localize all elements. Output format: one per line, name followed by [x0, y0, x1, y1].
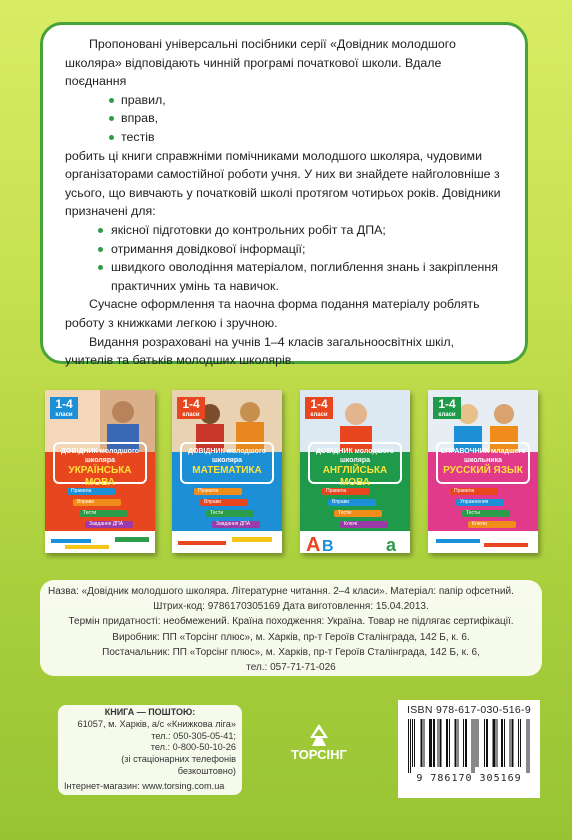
- publisher-logo-icon: [276, 722, 362, 762]
- cover-title: ДОВІДНИК молодшого школяра АНГЛІЙСЬКА МОВА: [308, 442, 402, 484]
- info-line: Термін придатності: необмежений. Країна походження: Україна. Товар не підлягає сертифікації.: [68, 616, 514, 628]
- book-cover-ukrainian: [45, 390, 155, 553]
- cover-items: Правила Вправи Тести Завдання ДПА: [67, 488, 137, 532]
- web-shop-link[interactable]: Інтернет-магазин: www.torsing.com.ua: [64, 781, 225, 792]
- list-item: якісної підготовки до контрольних робіт та ДПА;: [65, 221, 503, 240]
- intro-paragraph-3: Сучасне оформлення та наочна форма подання матеріалу роблять роботу з книжками легкою і зручною.: [65, 297, 480, 330]
- grade-badge: 1-4 класи: [50, 397, 78, 419]
- info-line: Постачальник: ПП «Торсінг плюс», м. Харків, пр-т Героїв Сталінграда, 142 Б, к. 6,: [102, 646, 480, 658]
- book-covers: [0, 390, 572, 555]
- intro-panel: [40, 22, 528, 368]
- publisher-logo-text: ТОРСІНГ: [291, 747, 347, 762]
- list-item: вправ,: [65, 109, 503, 128]
- cover-title: ДОВІДНИК молодшого школяра УКРАЇНСЬКА МОВА: [53, 442, 147, 484]
- bullet-icon: [109, 116, 114, 121]
- barcode-box: [398, 700, 540, 798]
- grade-badge: 1-4 класи: [305, 397, 333, 419]
- pencils-icon: [428, 531, 538, 553]
- info-line: тел.: 057-71-71-026: [246, 662, 336, 674]
- list-item: тестів: [65, 128, 503, 147]
- barcode-icon: [404, 719, 534, 773]
- mail-order-note: (зі стаціонарних телефонів безкоштовно): [121, 754, 236, 776]
- mail-order-phone: тел.: 0-800-50-10-26: [150, 742, 236, 753]
- svg-text:a: a: [386, 535, 397, 553]
- mail-order-box: [58, 705, 242, 795]
- list-item: правил,: [65, 91, 503, 110]
- cover-items: Правила Вправи Тести Завдання ДПА: [194, 488, 264, 532]
- list-item: швидкого оволодіння матеріалом, поглиблення знань і закріплення практичних умінь та навичок.: [65, 258, 503, 295]
- pencils-icon: [45, 531, 155, 553]
- barcode-digits: 9 786170 305169: [416, 773, 522, 784]
- product-info: [40, 580, 542, 676]
- abc-letters-icon: [300, 531, 410, 553]
- cover-title: СПРАВОЧНИК младшего школьника РУССКИЙ ЯЗЫК: [436, 442, 530, 484]
- bullet-icon: [109, 135, 114, 140]
- intro-paragraph-4: Видання розраховані на учнів 1–4 класів загальноосвітніх шкіл, учителів та батьків молодших школярів.: [65, 334, 455, 368]
- intro-paragraph-1: Пропоновані універсальні посібники серії «Довідник молодшого школяра» відповідають чинній програмі початкової школи. Вдале поєднання: [65, 37, 456, 89]
- pencils-icon: [172, 531, 282, 553]
- list-item: отримання довідкової інформації;: [65, 240, 503, 259]
- info-line: Штрих-код: 9786170305169 Дата виготовлення: 15.04.2013.: [153, 601, 429, 613]
- bullet-icon: [98, 265, 103, 270]
- info-line: Виробник: ПП «Торсінг плюс», м. Харків, пр-т Героїв Сталінграда, 142 Б, к. 6.: [112, 631, 470, 643]
- mail-order-address: 61057, м. Харків, а/с «Книжкова ліга»: [77, 718, 236, 729]
- bullet-icon: [98, 228, 103, 233]
- book-cover-english: [300, 390, 410, 553]
- book-cover-russian: [428, 390, 538, 553]
- bullet-icon: [98, 247, 103, 252]
- cover-items: Правила Вправи Тести Ключі: [322, 488, 392, 532]
- cover-title: ДОВІДНИК молодшого школяра МАТЕМАТИКА: [180, 442, 274, 484]
- book-cover-math: [172, 390, 282, 553]
- intro-list-2: [65, 221, 503, 295]
- bullet-icon: [109, 98, 114, 103]
- info-line: Назва: «Довідник молодшого школяра. Літературне читання. 2–4 класи». Матеріал: папір офсетний.: [48, 586, 514, 597]
- intro-list-1: [65, 91, 503, 147]
- isbn-label: ISBN 978-617-030-516-9: [407, 704, 531, 716]
- svg-text:A: A: [306, 534, 321, 553]
- grade-badge: 1-4 класи: [177, 397, 205, 419]
- grade-badge: 1-4 класи: [433, 397, 461, 419]
- mail-order-title: КНИГА — ПОШТОЮ:: [104, 707, 196, 717]
- mail-order-phone: тел.: 050-305-05-41;: [151, 730, 236, 741]
- cover-items: Правила Упражнения Тесты Ключи: [450, 488, 520, 532]
- intro-paragraph-2: робить ці книги справжніми помічниками молодшого школяра, чудовими організаторами самостійної роботи учня. У них ви знайдете найголовніше з усього, що вивчають у початковій школі протягом чотирьох років. Довідники призначені для:: [65, 148, 501, 219]
- svg-text:B: B: [322, 538, 334, 553]
